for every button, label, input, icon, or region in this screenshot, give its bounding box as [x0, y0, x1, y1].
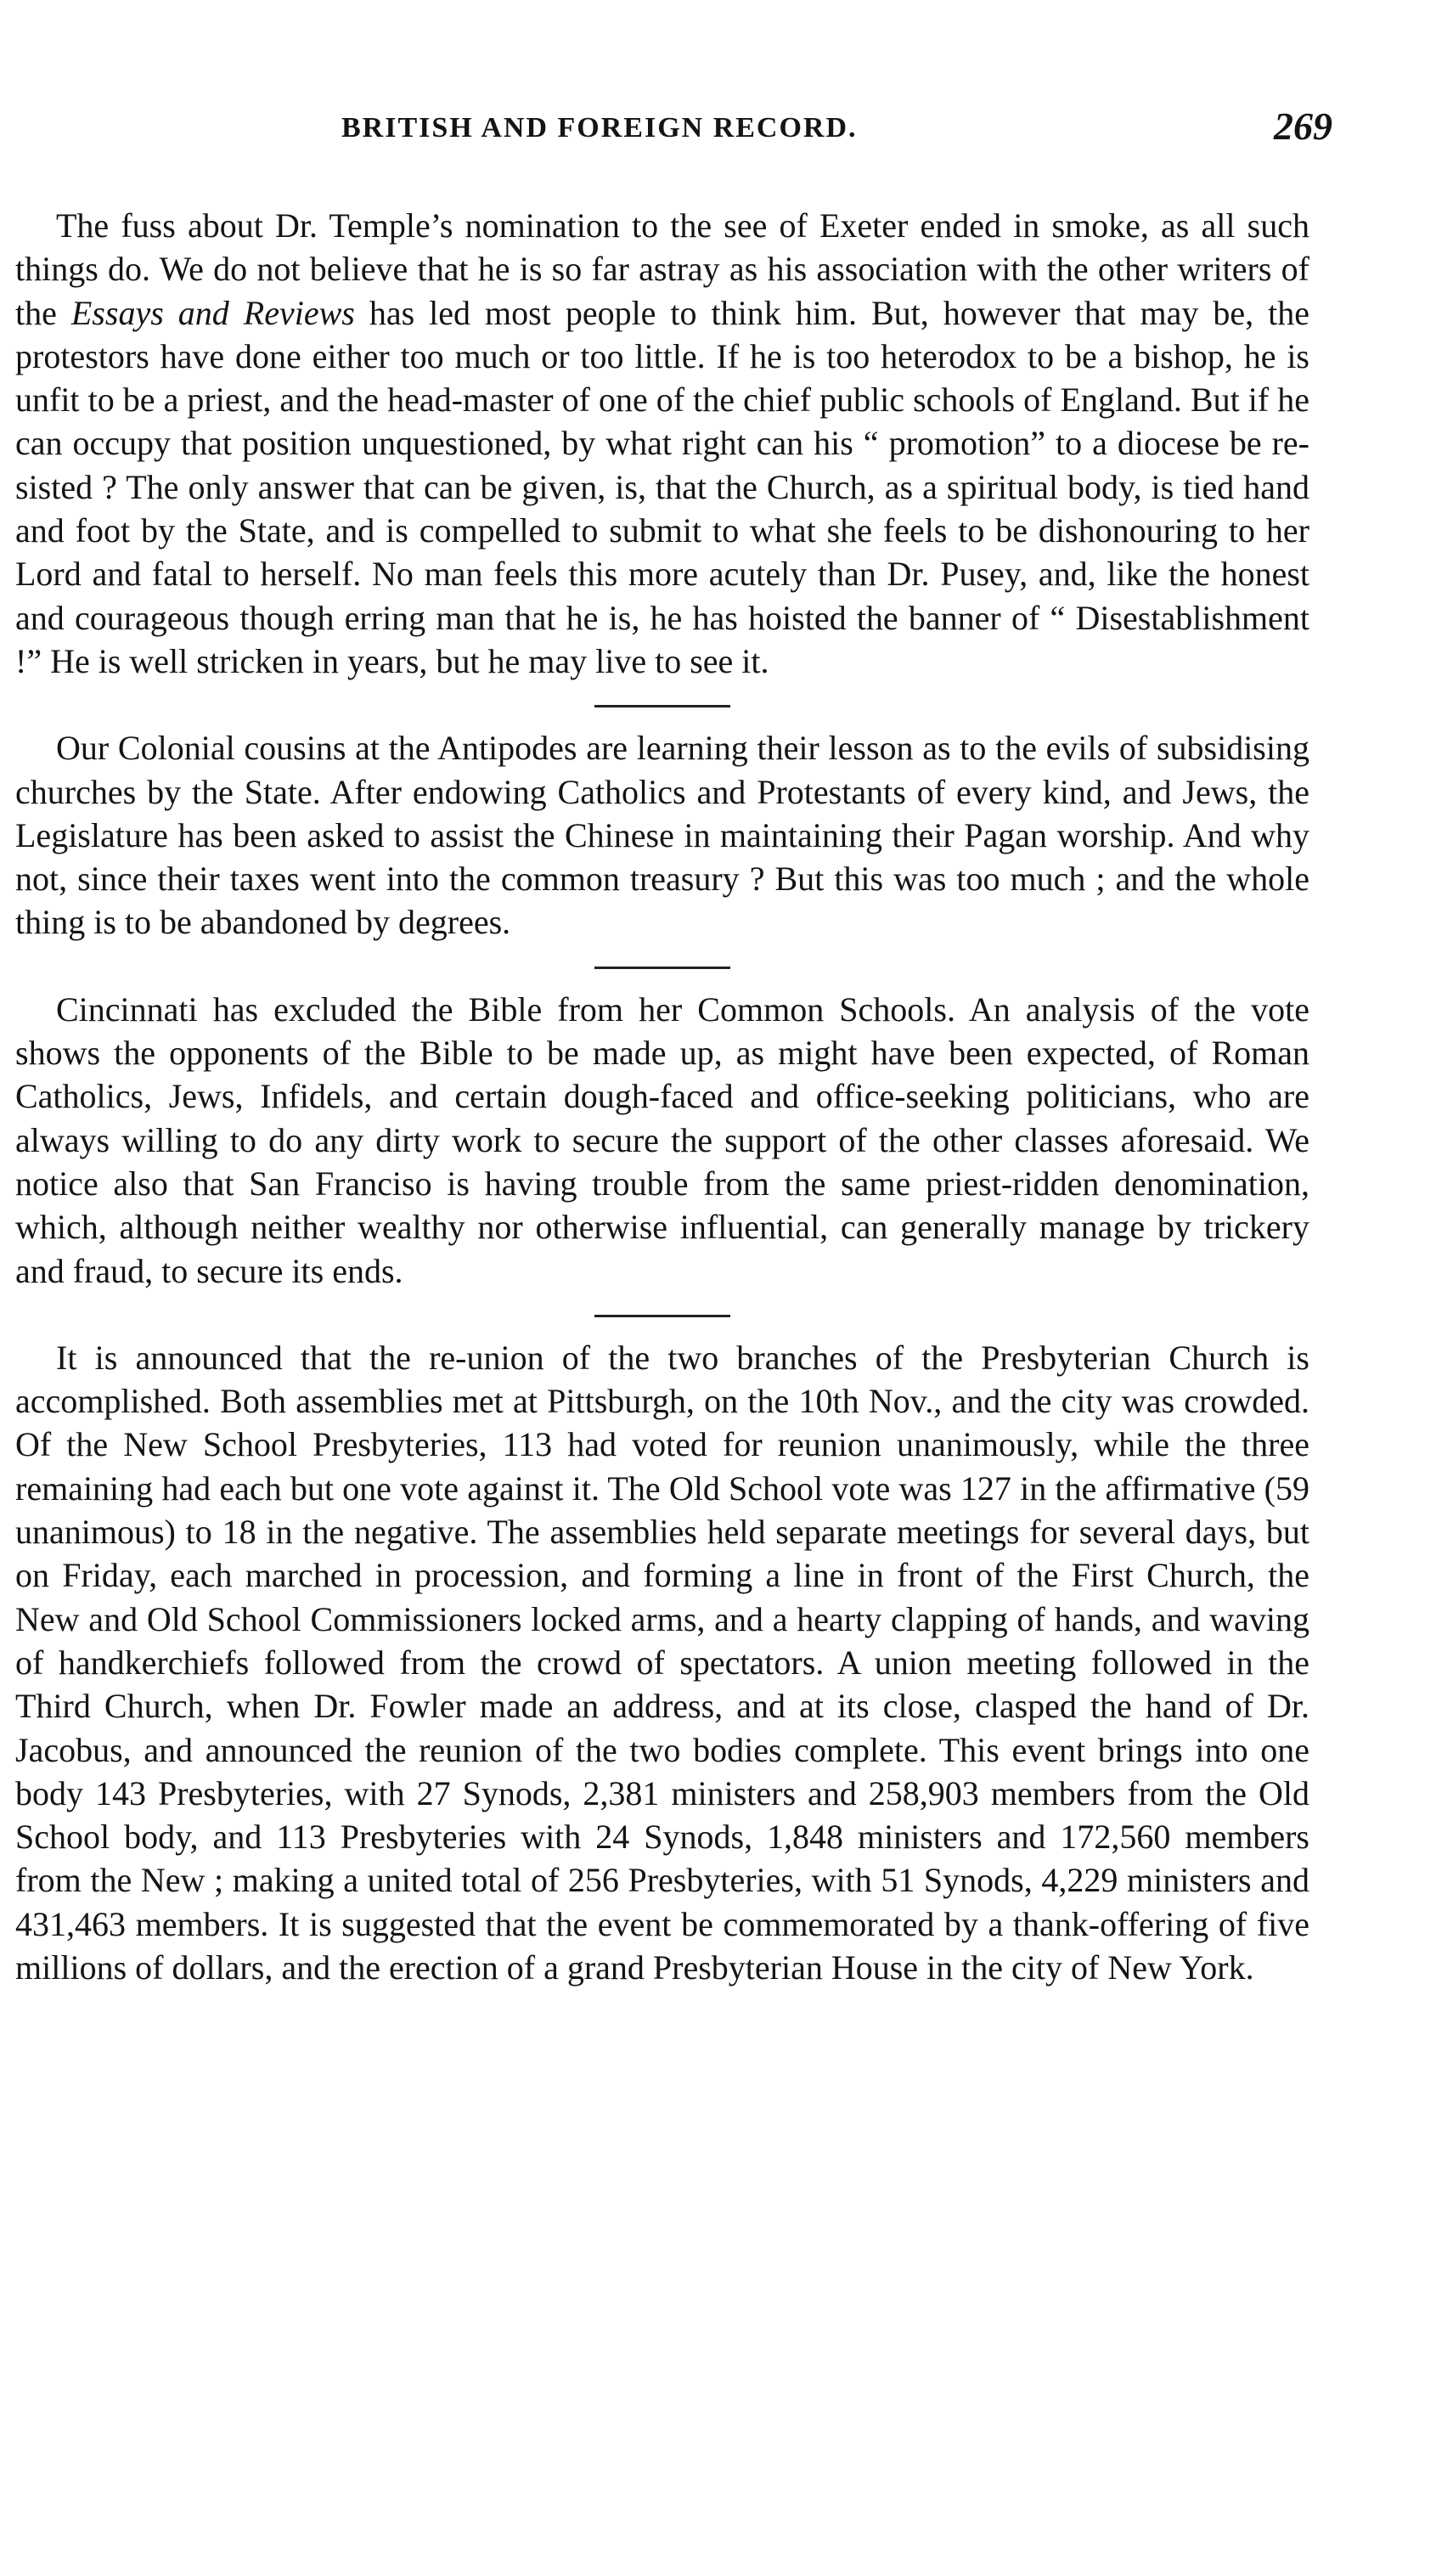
section-divider	[594, 967, 730, 969]
paragraph-temple-nomination	[15, 204, 1309, 683]
running-title: BRITISH AND FOREIGN RECORD.	[341, 112, 858, 144]
page-header	[0, 104, 1436, 163]
paragraph-presbyterian-reunion: It is announced that the re-union of the two branches of the Presbyterian Church is accomplished. Both assemblies met at Pittsburgh, on the 10th Nov., and the city was crowded. Of the New School Presbyteries, 113 had voted for reunion unanimously, while the three remaining had each but one vote against it. The Old School vote was 127 in the affirmative (59 unanimous) to 18 in the negative. The assemblies held separate meetings for several days, but on Friday, each marched in procession, and forming a line in front of the First Church, the New and Old School Commissioners locked arms, and a hearty clapping of hands, and waving of handkerchiefs followed from the crowd of spectators. A union meeting followed in the Third Church, when Dr. Fowler made an address, and at its close, clasped the hand of Dr. Jacobus, and announced the reunion of the two bodies complete. This event brings into one body 143 Presbyteries, with 27 Synods, 2,381 ministers and 258,903 members from the Old School body, and 113 Presbyteries with 24 Synods, 1,848 ministers and 172,560 members from the New ; making a united total of 256 Presbyteries, with 51 Synods, 4,229 ministers and 431,463 members. It is suggested that the event be commemorated by a thank-offering of five millions of dollars, and the erection of a grand Presbyterian House in the city of New York.	[15, 1338, 1309, 1987]
paragraph-text: has led most people to think him. But, however that may be, the protestors have done either too much or too little. If he is too heterodox to be a bishop, he is unfit to be a priest, and the head-master of one of the chief public schools of England. But if he can occupy that position unquestioned, by what right can his “ promotion” to a diocese be resisted ? The only answer that can be given, is, that the Church, as a spiritual body, is tied hand and foot by the State, and is compelled to submit to what she feels to be dishonouring to her Lord and fatal to herself. No man feels this more acutely than Dr. Pusey, and, like the honest and courageous though erring man that he is, he has hoisted the banner of “ Disestablishment !” He is well stricken in years, but he may live to see it.	[15, 293, 1309, 680]
paragraph-cincinnati-bible: Cincinnati has excluded the Bible from her Common Schools. An analysis of the vote shows the opponents of the Bible to be made up, as might have been expected, of Roman Catholics, Jews, Infidels, and certain dough-faced and office-seeking politicians, who are always willing to do any dirty work to secure the support of the other classes aforesaid. We notice also that San Franciso is having trouble from the same priest-ridden denomination, which, although neither wealthy nor otherwise influential, can generally manage by trickery and fraud, to secure its ends.	[15, 989, 1309, 1290]
article-body	[15, 204, 1309, 1989]
page-number: 269	[1274, 104, 1332, 148]
section-divider	[594, 1315, 730, 1317]
italic-title: Essays and Reviews	[70, 293, 355, 332]
section-divider	[594, 705, 730, 707]
paragraph-text: The fuss about Dr. Temple’s nomination to the see of Exeter ended in smoke, as all such things do. We do not believe that he is so far astray as his association with the other writers of the	[15, 206, 1309, 332]
paragraph-colonial-cousins: Our Colonial cousins at the Antipodes are learning their lesson as to the evils of subsidising churches by the State. After endowing Catholics and Protestants of every kind, and Jews, the Legislature has been asked to assist the Chinese in maintaining their Pagan worship. And why not, since their taxes went into the common treasury ? But this was too much ; and the whole thing is to be abandoned by degrees.	[15, 729, 1309, 942]
